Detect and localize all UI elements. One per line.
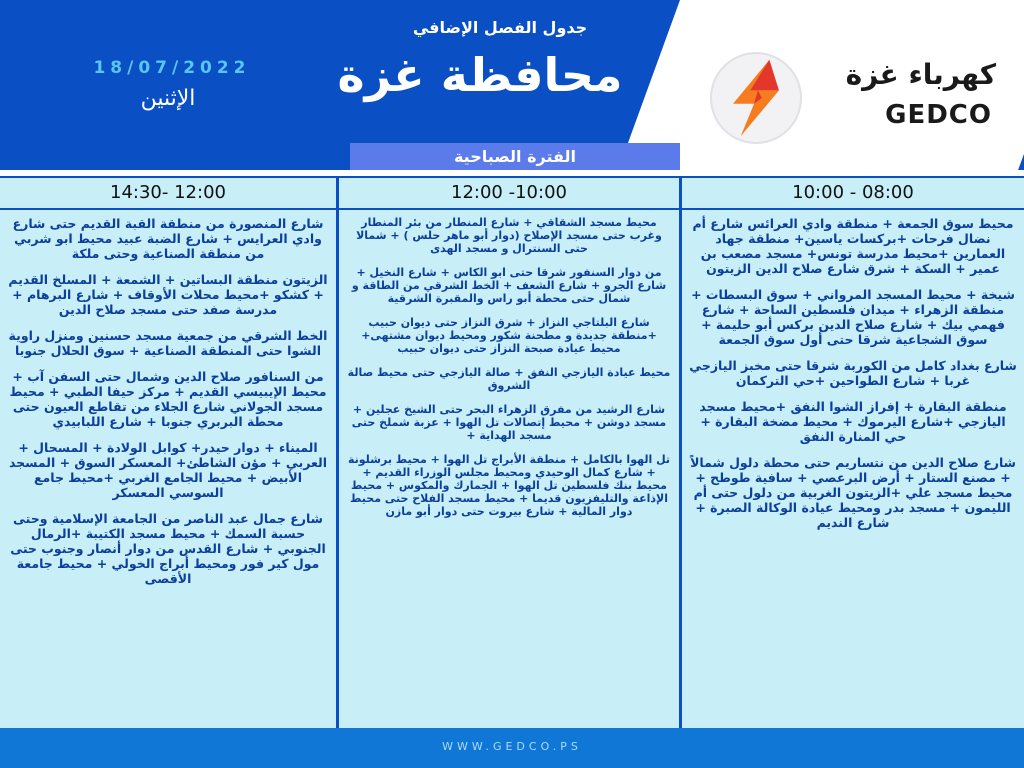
area-block: شارع الرشيد من مفرق الزهراء البحر حتى الشيخ عجلين + مسجد دوشن + محيط إتصالات تل الهوا + عزبة شملخ حتى مسجد الهداية + — [351, 403, 667, 442]
area-block: شارع المنصورة من منطقة القبة القديم حتى شارع وادي العرايس + شارع الضبة عبيد محيط ابو شربي من منطقة الصناعية وحتى ملكة — [12, 216, 324, 261]
column-area-list — [0, 210, 336, 728]
page-title: محافظة غزة — [337, 48, 623, 102]
column-1200-1430 — [0, 176, 336, 728]
column-0800-1000 — [682, 176, 1024, 728]
area-block: من دوار السنفور شرقا حتى ابو الكاس + شارع النخيل + شارع الجرو + شارع الشعف + الخط الشرقي من الطاقة و شمال حتى محطة أبو راس والمقبرة الشرقية — [351, 266, 667, 305]
schedule-date: 18/07/2022 — [93, 58, 251, 78]
area-block: الميناء + دوار حيدر+ كوابل الولادة + المسحال + العربي + مؤن الشاطئ+ المعسكر السوق + المسجد الأبيض + محيط الجامع الغربي +محيط جامع السوسي المعسكر — [8, 440, 328, 500]
area-block: محيط مسجد الشقاقي + شارع المنطار من بئر المنطار وغرب حتى مسجد الإصلاح (دوار أبو ماهر حلس ) + شمالا حتى السنترال و مسجد الهدى — [356, 216, 662, 255]
lightning-bolt-icon — [712, 54, 800, 142]
area-block: شيخة + محيط المسجد المرواني + سوق البسطات + منطقة الزهراء + ميدان فلسطين الساحة + شارع فهمي بيك + شارع صلاح الدين بركس أبو حليمة + سوق الشجاعية شرقا حتى أول سوق الجمعة — [691, 287, 1015, 347]
column-area-list — [682, 210, 1024, 728]
footer-bar — [0, 728, 1024, 768]
schedule-subtitle: جدول الفصل الإضافي — [412, 18, 588, 37]
column-area-list — [339, 210, 679, 728]
brand-name-english: GEDCO — [885, 100, 992, 130]
area-block: شارع البلتاجي النزاز + شرق النزاز حتى ديوان حبيب +منطقة جديدة و مطحنة شكور ومحيط ديوان مشتهى+ محيط عيادة صبحة النزاز حتى ديوان حبيب — [361, 316, 657, 355]
schedule-table — [0, 176, 1024, 728]
area-block: محيط عيادة اليازجي النفق + صالة اليازجي حتى محيط صالة الشروق — [347, 366, 671, 392]
area-block: منطقة البقارة + إفراز الشوا النفق +محيط مسجد اليازجي +شارع اليرموك + محيط مضخة البقارة + حي المنارة النفق — [699, 399, 1007, 444]
period-label: الفترة الصباحية — [350, 143, 680, 170]
header-banner — [0, 0, 1024, 170]
column-time-header: 10:00 - 08:00 — [682, 176, 1024, 210]
area-block: من السنافور صلاح الدين وشمال حتى السفن آب + محيط الإيبيسي القديم + مركز حيفا الطبي + محيط مسجد الجولاني شارع الجلاء من تقاطع العيون حتى محطة البربري جنوبا + شارع اللبابيدي — [9, 369, 327, 429]
area-block: الزيتون منطقة البساتين + الشمعة + المسلخ القديم + كشكو +محيط محلات الأوقاف + شارع البرهام + مدرسة صفد حتى مسجد صلاح الدين — [8, 272, 328, 317]
logo-badge — [710, 52, 802, 144]
column-divider — [336, 176, 339, 728]
column-time-header: 14:30- 12:00 — [0, 176, 336, 210]
website-link[interactable]: WWW.GEDCO.PS — [442, 740, 582, 753]
area-block: شارع بغداد كامل من الكوربة شرقا حتى مخبز اليازجي غربا + شارع الطواحين +حي التركمان — [689, 358, 1017, 388]
brand-name-arabic: كهرباء غزة — [845, 58, 996, 91]
schedule-day: الإثنين — [140, 86, 196, 111]
area-block: الخط الشرقي من جمعية مسجد حسنين ومنزل راوية الشوا حتى المنطقة الصناعية + سوق الحلال جنوبا — [8, 328, 328, 358]
area-block: شارع جمال عبد الناصر من الجامعة الإسلامية وحتى حسبة السمك + محيط مسجد الكتيبة +الرمال الجنوبي + شارع القدس من دوار أنصار وجنوب حتى مول كير فور ومحيط أبراج الخولي + محيط جامعة الأقصى — [10, 511, 326, 586]
area-block: تل الهوا بالكامل + منطقة الأبراج تل الهوا + محيط برشلونة + شارع كمال الوحيدي ومحيط مجلس الوزراء القديم + محيط بنك فلسطين تل الهوا + الجمارك والمكوس + محيط الإذاعة والتليفزيون قديما + محيط مسجد الفلاح حتى محيط دوار المالية + شارع بيروت حتى دوار أبو مازن — [347, 453, 671, 518]
area-block: محيط سوق الجمعة + منطقة وادي العرائس شارع أم نضال فرحات +بركسات ياسين+ منطقة جهاد العمارين +محيط مدرسة تونس+ مسجد مصعب بن عمير + السكة + شرق شارع صلاح الدين الزيتون — [692, 216, 1014, 276]
brand-area — [710, 40, 1000, 140]
column-1000-1200 — [339, 176, 679, 728]
column-divider — [679, 176, 682, 728]
area-block: شارع صلاح الدين من نتساريم حتى محطة دلول شمالاً + مصنع الستار + أرض البرعصي + سافية طوطح + محيط مسجد علي +الزيتون الغربية من دلول حتى أم الليمون + مسجد بدر ومحيط عيادة الوكالة الصبرة + شارع النديم — [690, 455, 1016, 530]
column-time-header: 12:00 -10:00 — [339, 176, 679, 210]
